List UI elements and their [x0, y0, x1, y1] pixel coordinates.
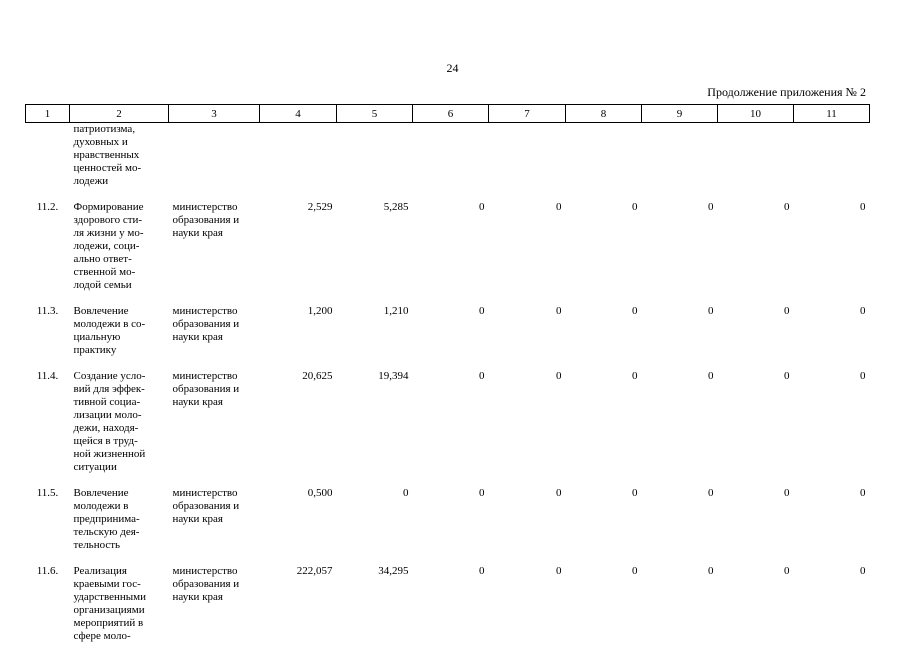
value-cell: 0 [784, 201, 790, 213]
col-header-1: 1 [26, 105, 70, 123]
name-line: нравственных [73, 149, 140, 161]
name-line: мероприятий в [73, 617, 144, 629]
value-cell [260, 123, 337, 195]
executor-line: министерство [172, 370, 238, 382]
value-cell: 222,057 [296, 565, 333, 577]
value-cell: 0 [632, 201, 638, 213]
value-cell: 0 [479, 201, 485, 213]
value-cell [718, 123, 794, 195]
col-header-3: 3 [169, 105, 260, 123]
name-line: молодежи в со- [73, 318, 146, 330]
appendix-table [25, 104, 870, 649]
name-line: краевыми гос- [73, 578, 141, 590]
value-cell: 0 [632, 370, 638, 382]
name-line: ударственными [73, 591, 146, 603]
value-cell: 0 [860, 201, 866, 213]
row-number: 11.2. [36, 201, 59, 213]
value-cell: 1,200 [307, 305, 333, 317]
name-line: практику [73, 344, 117, 356]
name-line: патриотизма, [73, 123, 136, 135]
name-line: тельность [73, 539, 121, 551]
executor-line: науки края [172, 227, 223, 239]
row-number: 11.5. [36, 487, 59, 499]
name-line: ально ответ- [73, 253, 132, 265]
name-line: здорового сти- [73, 214, 143, 226]
name-line: вий для эффек- [73, 383, 145, 395]
value-cell: 1,210 [383, 305, 409, 317]
name-line: Вовлечение [73, 487, 129, 499]
row-executor [169, 363, 260, 480]
row-number [26, 123, 70, 195]
value-cell: 19,394 [378, 370, 409, 382]
row-executor [169, 480, 260, 558]
col-header-10: 10 [718, 105, 794, 123]
row-name [70, 480, 169, 558]
page-number: 24 [446, 61, 459, 75]
col-header-2: 2 [70, 105, 169, 123]
value-cell: 0 [708, 201, 714, 213]
executor-line: министерство [172, 565, 238, 577]
row-executor [169, 298, 260, 363]
value-cell: 0 [784, 305, 790, 317]
name-line: Вовлечение [73, 305, 129, 317]
name-line: щейся в труд- [73, 435, 138, 447]
value-cell: 5,285 [383, 201, 409, 213]
name-line: сфере моло- [73, 630, 131, 642]
col-header-5: 5 [337, 105, 413, 123]
name-line: молодежи в [73, 500, 129, 512]
value-cell: 0 [632, 305, 638, 317]
table-row [26, 194, 870, 298]
table-row [26, 363, 870, 480]
col-header-11: 11 [794, 105, 870, 123]
name-line: организациями [73, 604, 145, 616]
value-cell: 0 [479, 305, 485, 317]
name-line: ценностей мо- [73, 162, 142, 174]
executor-line: науки края [172, 396, 223, 408]
col-header-9: 9 [642, 105, 718, 123]
value-cell: 0 [784, 487, 790, 499]
name-line: тивной социа- [73, 396, 141, 408]
value-cell [337, 123, 413, 195]
value-cell [489, 123, 566, 195]
value-cell: 0 [479, 370, 485, 382]
name-line: лодежи, соци- [73, 240, 140, 252]
col-header-6: 6 [413, 105, 489, 123]
name-line: тельскую дея- [73, 526, 140, 538]
value-cell: 0 [556, 565, 562, 577]
executor-line: образования и [172, 318, 240, 330]
continuation-note: Продолжение приложения № 2 [707, 85, 866, 99]
table-row [26, 480, 870, 558]
name-line: циальную [73, 331, 121, 343]
value-cell: 0 [479, 487, 485, 499]
value-cell [413, 123, 489, 195]
name-line: дежи, находя- [73, 422, 139, 434]
name-line: ля жизни у мо- [73, 227, 144, 239]
executor-line: министерство [172, 487, 238, 499]
value-cell: 34,295 [378, 565, 409, 577]
row-executor [169, 194, 260, 298]
name-line: ной жизненной [73, 448, 146, 460]
name-line: Формирование [73, 201, 144, 213]
table-row [26, 123, 870, 195]
value-cell: 0 [860, 487, 866, 499]
col-header-7: 7 [489, 105, 566, 123]
row-executor [169, 123, 260, 195]
row-number: 11.3. [36, 305, 59, 317]
value-cell: 2,529 [307, 201, 333, 213]
name-line: лодой семьи [73, 279, 132, 291]
executor-line: министерство [172, 201, 238, 213]
value-cell: 0,500 [307, 487, 333, 499]
col-header-4: 4 [260, 105, 337, 123]
value-cell: 0 [708, 565, 714, 577]
row-name [70, 558, 169, 649]
row-number: 11.6. [36, 565, 59, 577]
executor-line: науки края [172, 331, 223, 343]
executor-line: образования и [172, 500, 240, 512]
value-cell: 0 [632, 565, 638, 577]
row-name [70, 194, 169, 298]
name-line: Реализация [73, 565, 127, 577]
value-cell: 0 [556, 370, 562, 382]
value-cell: 0 [784, 370, 790, 382]
value-cell: 0 [556, 201, 562, 213]
executor-line: науки края [172, 513, 223, 525]
value-cell: 0 [860, 370, 866, 382]
name-line: ственной мо- [73, 266, 136, 278]
value-cell: 0 [708, 370, 714, 382]
row-name [70, 363, 169, 480]
col-header-8: 8 [566, 105, 642, 123]
row-name [70, 298, 169, 363]
value-cell [794, 123, 870, 195]
executor-line: образования и [172, 578, 240, 590]
value-cell: 20,625 [302, 370, 333, 382]
name-line: предпринима- [73, 513, 140, 525]
name-line: ситуации [73, 461, 117, 473]
name-line: Создание усло- [73, 370, 146, 382]
value-cell: 0 [784, 565, 790, 577]
name-line: лодежи [73, 175, 109, 187]
table-row [26, 298, 870, 363]
value-cell [566, 123, 642, 195]
executor-line: министерство [172, 305, 238, 317]
row-name [70, 123, 169, 195]
value-cell [642, 123, 718, 195]
row-executor [169, 558, 260, 649]
row-number: 11.4. [36, 370, 59, 382]
header-row [26, 105, 870, 123]
executor-line: образования и [172, 214, 240, 226]
name-line: лизации моло- [73, 409, 142, 421]
executor-line: науки края [172, 591, 223, 603]
value-cell: 0 [556, 487, 562, 499]
value-cell: 0 [479, 565, 485, 577]
value-cell: 0 [708, 305, 714, 317]
value-cell: 0 [708, 487, 714, 499]
value-cell: 0 [860, 305, 866, 317]
value-cell: 0 [403, 487, 409, 499]
name-line: духовных и [73, 136, 128, 148]
executor-line: образования и [172, 383, 240, 395]
value-cell: 0 [556, 305, 562, 317]
value-cell: 0 [860, 565, 866, 577]
value-cell: 0 [632, 487, 638, 499]
table-row [26, 558, 870, 649]
